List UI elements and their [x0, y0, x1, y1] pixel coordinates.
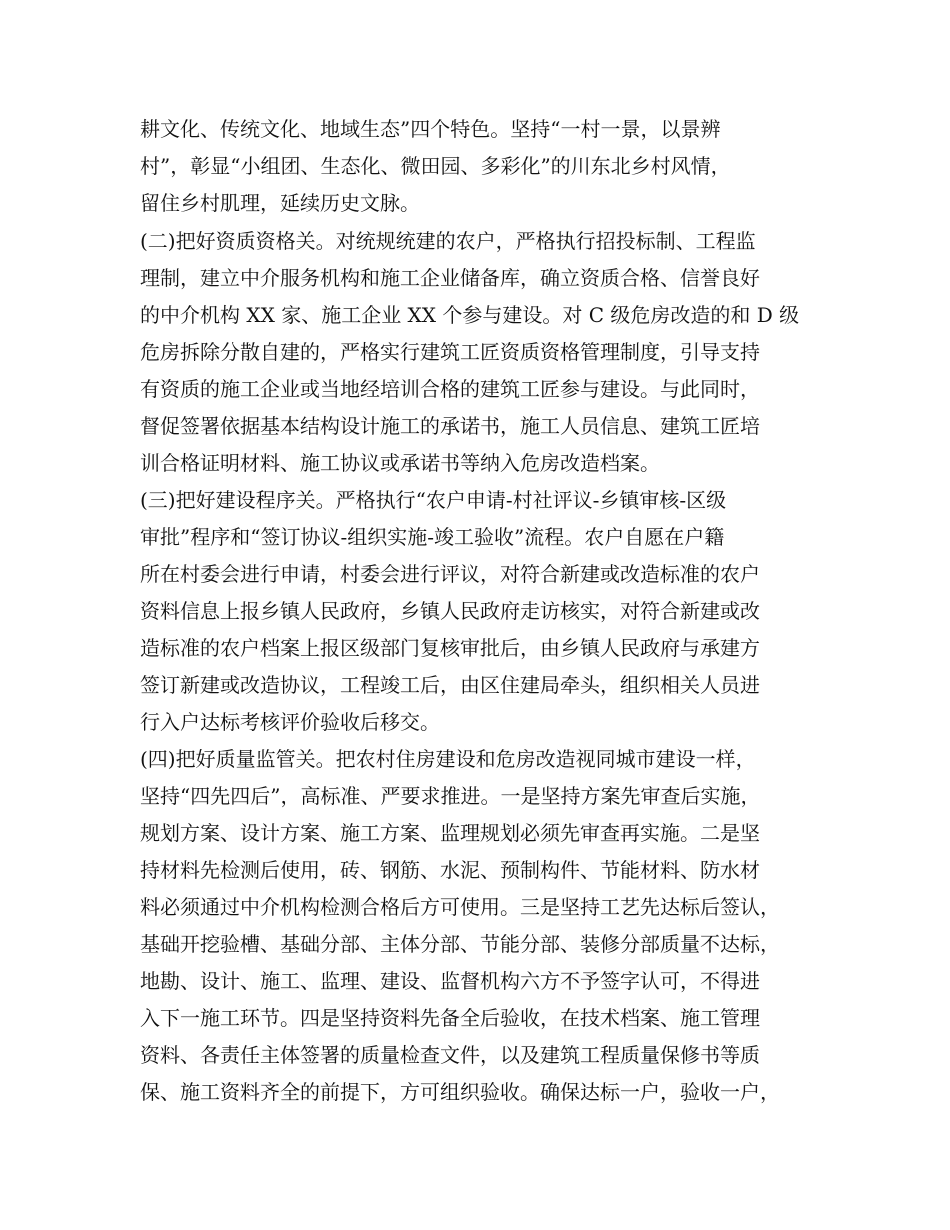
text-line: 坚持“四先四后”，高标准、严要求推进。一是坚持方案先审查后实施， [140, 784, 761, 808]
text-line: 理制，建立中介服务机构和施工企业储备库，确立资质合格、信誉良好 [140, 266, 760, 290]
text-line: 耕文化、传统文化、地域生态”四个特色。坚持“一村一景，以景辨 [140, 117, 721, 141]
text-line: 有资质的施工企业或当地经培训合格的建筑工匠参与建设。与此同时， [140, 377, 760, 401]
text-line: 造标准的农户档案上报区级部门复核审批后，由乡镇人民政府与承建方 [140, 636, 760, 660]
text-line: 持材料先检测后使用，砖、钢筋、水泥、预制构件、节能材料、防水材 [140, 858, 760, 882]
text-line: 入下一施工环节。四是坚持资料先备全后验收，在技术档案、施工管理 [140, 1006, 760, 1030]
text-line: 规划方案、设计方案、施工方案、监理规划必须先审查再实施。二是坚 [140, 821, 760, 845]
text-line: 料必须通过中介机构检测合格后方可使用。三是坚持工艺先达标后签认， [140, 895, 780, 919]
text-line: (三)把好建设程序关。严格执行“农户申请-村社评议-乡镇审核-区级 [140, 488, 727, 512]
text-line: 地勘、设计、施工、监理、建设、监督机构六方不予签字认可，不得进 [140, 969, 760, 993]
text-line: 督促签署依据基本结构设计施工的承诺书，施工人员信息、建筑工匠培 [140, 414, 760, 438]
text-line: 行入户达标考核评价验收后移交。 [140, 710, 440, 734]
text-line: 村”，彰显“小组团、生态化、微田园、多彩化”的川东北乡村风情， [140, 154, 731, 178]
text-line: 基础开挖验槽、基础分部、主体分部、节能分部、装修分部质量不达标， [140, 932, 780, 956]
text-line: (二)把好资质资格关。对统规统建的农户，严格执行招投标制、工程监 [140, 229, 756, 253]
text-line: 的中介机构 XX 家、施工企业 XX 个参与建设。对 C 级危房改造的和 D 级 [140, 303, 800, 327]
text-line: 训合格证明材料、施工协议或承诺书等纳入危房改造档案。 [140, 451, 660, 475]
text-line: 资料信息上报乡镇人民政府，乡镇人民政府走访核实，对符合新建或改 [140, 599, 760, 623]
text-line: 留住乡村肌理，延续历史文脉。 [140, 191, 420, 215]
text-line: 签订新建或改造协议，工程竣工后，由区住建局牵头，组织相关人员进 [140, 673, 760, 697]
text-line: 保、施工资料齐全的前提下，方可组织验收。确保达标一户，验收一户， [140, 1080, 780, 1104]
text-line: 危房拆除分散自建的，严格实行建筑工匠资质资格管理制度，引导支持 [140, 340, 760, 364]
text-line: (四)把好质量监管关。把农村住房建设和危房改造视同城市建设一样， [140, 747, 756, 771]
text-line: 所在村委会进行申请，村委会进行评议，对符合新建或改造标准的农户 [140, 562, 760, 586]
text-line: 审批”程序和“签订协议-组织实施-竣工验收”流程。农户自愿在户籍 [140, 525, 725, 549]
text-line: 资料、各责任主体签署的质量检查文件，以及建筑工程质量保修书等质 [140, 1043, 760, 1067]
